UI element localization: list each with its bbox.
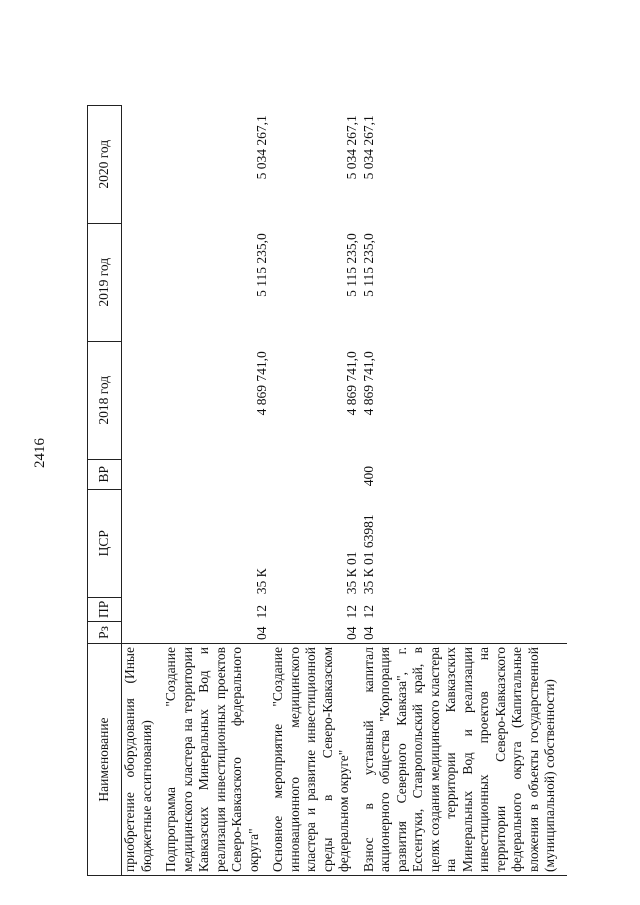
- row-name: приобретение оборудования (Иные бюджетные ассигнования): [122, 643, 164, 875]
- row-rz: 04: [344, 626, 359, 640]
- row-rz: [122, 621, 164, 643]
- row-pr: [122, 597, 164, 621]
- rotated-page: [30, 28, 610, 878]
- row-vr: [163, 459, 270, 489]
- row-2018: 4 869 741,0: [360, 350, 376, 415]
- row-rz: 04: [360, 626, 376, 640]
- row-vr: [122, 459, 164, 489]
- table-row: [361, 105, 567, 875]
- row-2020: [122, 105, 164, 223]
- row-2020: 5 034 267,1: [360, 114, 376, 179]
- row-pr: 12: [360, 604, 376, 618]
- row-csr: 35 К: [253, 567, 269, 594]
- col-header-rz: Рз: [88, 621, 122, 643]
- row-2020: 5 034 267,1: [253, 114, 269, 179]
- col-header-vr: ВР: [88, 459, 122, 489]
- col-header-pr: ПР: [88, 597, 122, 621]
- row-name: Подпрограмма "Создание медицинского кластера на территории Кавказских Минеральных Вод и реализация инвестиционных проектов Северо-Кавказского федерального округа": [163, 643, 270, 875]
- col-header-csr: ЦСР: [88, 489, 122, 597]
- col-header-2019: 2019 год: [88, 223, 122, 341]
- row-csr: [122, 489, 164, 597]
- row-name: Взнос в уставный капитал акционерного общества "Корпорация развития Северного Кавказа", г. Ессентуки, Ставропольский край, в целях создания медицинского кластера на территории Кавказских Минеральных Вод и реализации инвестиционных проектов на территории Северо-Кавказского федерального округа (Капитальные вложения в объекты государственной (муниципальной) собственности): [361, 643, 567, 875]
- col-header-name: Наименование: [88, 643, 122, 875]
- row-2019: 5 115 235,0: [253, 232, 269, 297]
- row-pr: 12: [344, 604, 359, 618]
- row-vr: [270, 459, 361, 489]
- row-2018: 4 869 741,0: [253, 350, 269, 415]
- row-csr: 35 К 01: [344, 550, 359, 594]
- row-2018: 4 869 741,0: [344, 350, 359, 415]
- row-name: Основное мероприятие "Создание инновационного медицинского кластера и развитие инвестиционной среды в Северо-Кавказском федеральном округе": [270, 643, 361, 875]
- table-row: [163, 105, 270, 875]
- budget-table: [87, 104, 567, 875]
- page-number: 2416: [32, 437, 48, 468]
- table-row: [122, 105, 164, 875]
- row-csr: 35 К 01 63981: [360, 513, 376, 594]
- col-header-2020: 2020 год: [88, 105, 122, 223]
- row-2019: 5 115 235,0: [344, 232, 359, 297]
- row-vr: 400: [360, 465, 376, 486]
- row-2019: [122, 223, 164, 341]
- row-2020: 5 034 267,1: [344, 114, 359, 179]
- col-header-2018: 2018 год: [88, 341, 122, 459]
- row-rz: 04: [253, 626, 269, 640]
- row-2019: 5 115 235,0: [360, 232, 376, 297]
- table-header-row: [88, 105, 122, 875]
- row-pr: 12: [253, 604, 269, 618]
- table-row: [270, 105, 361, 875]
- row-2018: [122, 341, 164, 459]
